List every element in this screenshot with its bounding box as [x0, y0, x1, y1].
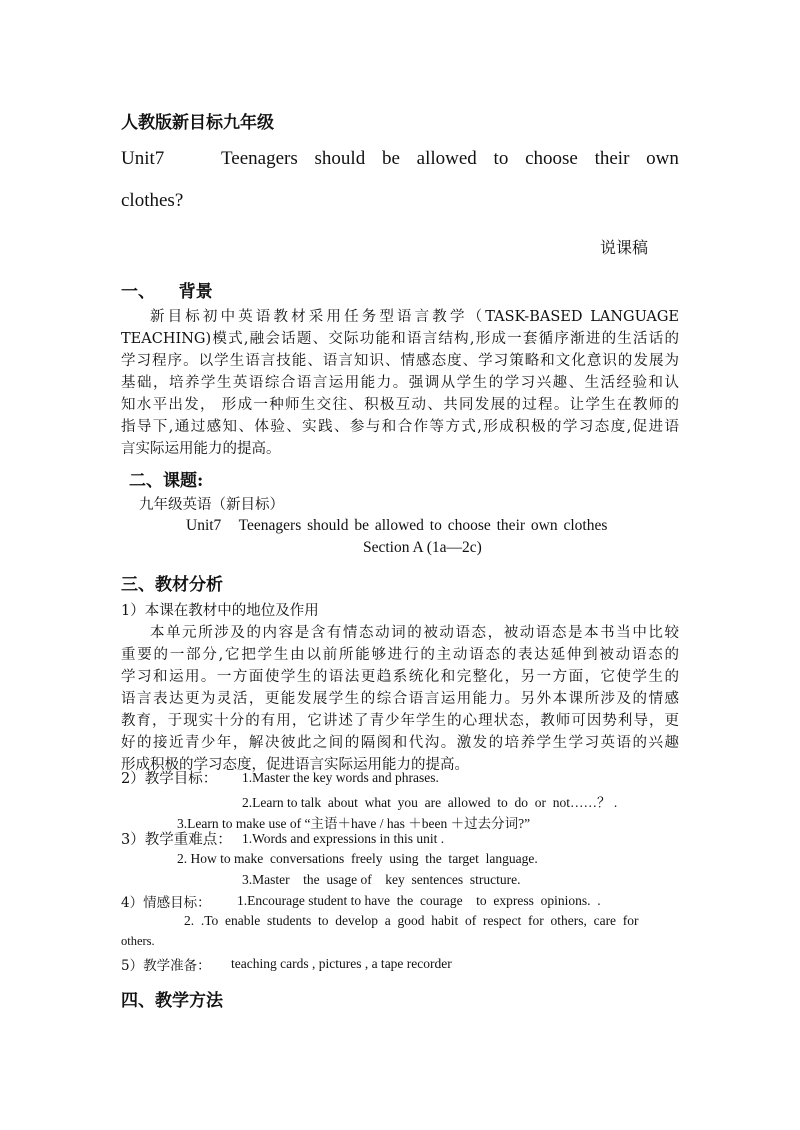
- unit-word: Unit7: [121, 148, 165, 169]
- publisher-line: 人教版新目标九年级: [121, 113, 274, 133]
- doc-type-label: 说课稿: [600, 238, 649, 257]
- paragraph-line: 学习程序。以学生语言技能、语言知识、情感态度、学习策略和文化意识的发展为: [121, 353, 679, 369]
- section-3-paragraph: [121, 622, 679, 776]
- paragraph-line: 语言表达更为灵活，更能发展学生的综合语言运用能力。另外本课所涉及的情感: [121, 691, 679, 707]
- paragraph-line: 指导下,通过感知、体验、实践、参与和合作等方式,形成积极的学习态度,促进语: [121, 419, 679, 435]
- unit-title-line: [121, 148, 679, 170]
- item-4-label: 4）情感目标：: [121, 895, 211, 911]
- section-2-heading: 二、课题:: [129, 471, 204, 491]
- item-1-label: 1）本课在教材中的地位及作用: [121, 603, 319, 619]
- goal-1: 1.Master the key words and phrases.: [242, 770, 439, 785]
- section-4-heading: 四、教学方法: [121, 991, 223, 1011]
- paragraph-line: 知水平出发， 形成一种师生交往、积极互动、共同发展的过程。让学生在教师的: [121, 397, 679, 413]
- goal-2: 2.Learn to talk about what you are allowed to do or not……？ .: [242, 795, 618, 810]
- key-point-3: 3.Master the usage of key sentences structure.: [242, 872, 521, 887]
- unit-word: allowed: [416, 148, 477, 169]
- course-section-title: Section A (1a—2c): [363, 539, 482, 556]
- paragraph-line: 本单元所涉及的内容是含有情态动词的被动语态，被动语态是本书当中比较: [150, 625, 679, 641]
- section-1-paragraph: [121, 306, 679, 460]
- paragraph-line: 学习和运用。一方面使学生的语法更趋系统化和完整化，另一方面，它使学生的: [121, 669, 679, 685]
- paragraph-line: 新目标初中英语教材采用任务型语言教学（TASK-BASED LANGUAGE: [150, 309, 679, 325]
- unit-word: choose: [525, 148, 578, 169]
- unit-word: be: [381, 148, 400, 169]
- item-5-label: 5）教学准备：: [121, 958, 211, 974]
- unit-word: should: [314, 148, 366, 169]
- unit-word: own: [646, 148, 679, 169]
- item-3-label: 3）教学重难点：: [121, 832, 232, 848]
- unit-title-line-2: clothes?: [121, 190, 184, 211]
- paragraph-line: 重要的一部分,它把学生由以前所能够进行的主动语态的表达延伸到被动语态的: [121, 647, 679, 663]
- emotion-goal-2-continued: others.: [121, 934, 155, 948]
- emotion-goal-2: 2. .To enable students to develop a good habit of respect for others, care for: [184, 913, 639, 928]
- teaching-materials: teaching cards , pictures , a tape recorder: [231, 956, 452, 971]
- emotion-goal-1: 1.Encourage student to have the courage to express opinions. .: [237, 893, 601, 908]
- course-name: 九年级英语（新目标）: [139, 497, 284, 513]
- paragraph-line: TEACHING)模式,融会话题、交际功能和语言结构,形成一套循序渐进的生活话的: [121, 331, 679, 347]
- goal-3: 3.Learn to make use of “主语＋have / has ＋been ＋过去分词?”: [177, 816, 531, 831]
- paragraph-line: 基础，培养学生英语综合语言运用能力。强调从学生的学习兴趣、生活经验和认: [121, 375, 679, 391]
- item-2-label: 2）教学目标：: [121, 771, 218, 787]
- course-unit-title: Unit7 Teenagers should be allowed to choose their own clothes: [186, 517, 608, 534]
- paragraph-line: 形成积极的学习态度，促进语言实际运用能力的提高。: [121, 757, 469, 773]
- unit-word: to: [493, 148, 509, 169]
- section-1-heading: 一、 背景: [121, 282, 213, 302]
- paragraph-line: 好的接近青少年，解决彼此之间的隔阂和代沟。激发的培养学生学习英语的兴趣: [121, 735, 679, 751]
- unit-word: their: [594, 148, 630, 169]
- paragraph-line: 教育，于现实十分的有用，它讲述了青少年学生的心理状态，教师可因势利导，更: [121, 713, 679, 729]
- key-point-2: 2. How to make conversations freely using the target language.: [177, 851, 538, 866]
- paragraph-line: 言实际运用能力的提高。: [121, 441, 281, 457]
- key-point-1: 1.Words and expressions in this unit .: [242, 831, 445, 846]
- unit-word: Teenagers: [221, 148, 298, 169]
- section-3-heading: 三、教材分析: [121, 575, 223, 595]
